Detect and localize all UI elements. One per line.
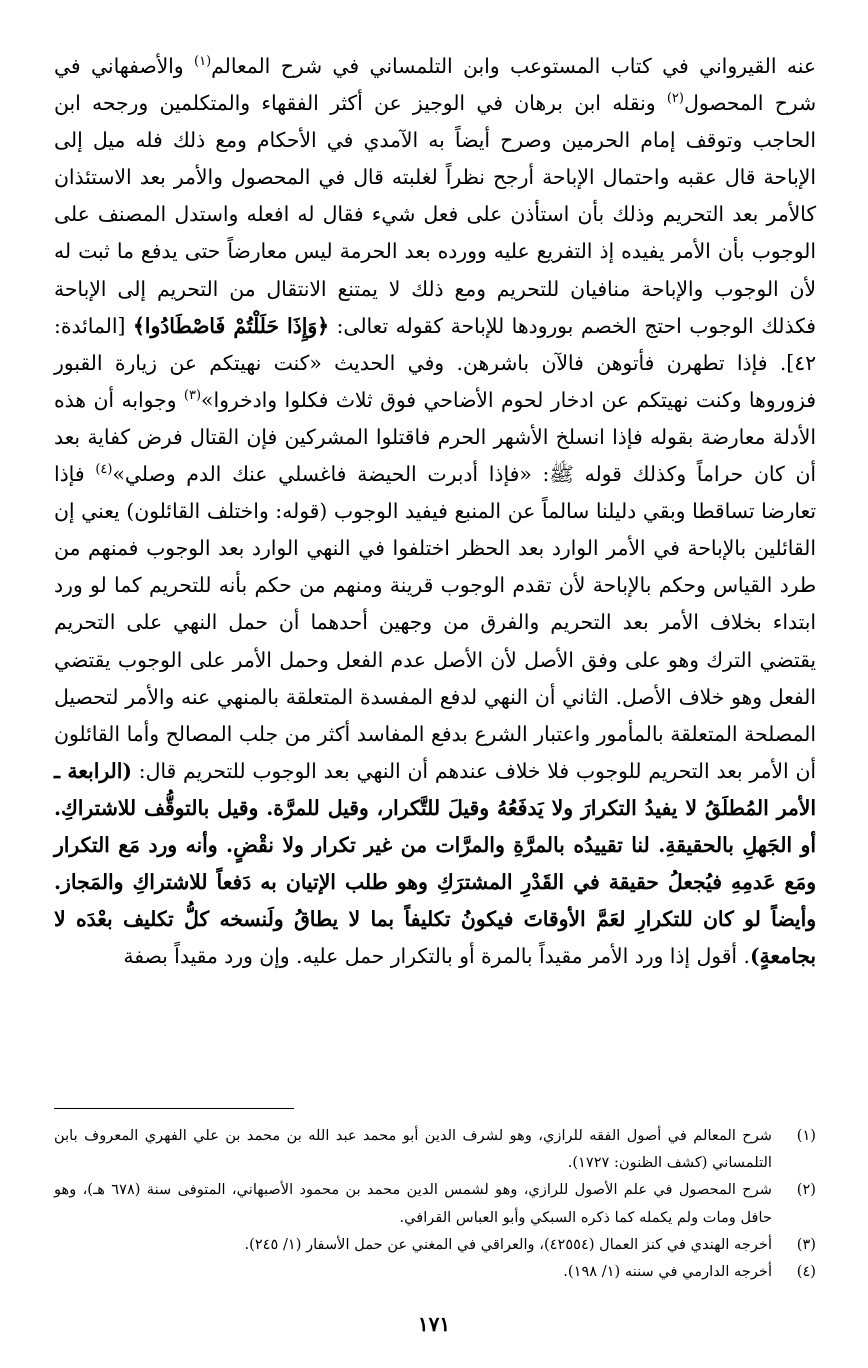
quran-verse: ﴿وَإِذَا حَلَلْتُمْ فَاصْطَادُوا﴾: [132, 313, 330, 338]
text-segment: عنه القيرواني في كتاب المستوعب وابن التلمساني في شرح المعالم: [211, 54, 817, 78]
footnote-text: أخرجه الدارمي في سننه (١/ ١٩٨).: [563, 1263, 772, 1281]
text-segment: والأصفهاني في شرح المحصول: [54, 54, 816, 116]
footnote-4: [54, 1258, 816, 1285]
footnote-ref-4[interactable]: (٤): [95, 462, 113, 478]
footnote-separator: [54, 1108, 294, 1109]
text-segment: فإذا تعارضا تساقطا وبقي دليلنا سالماً عن المنبع فيفيد الوجوب (قوله: واختلف القائلون) يعني إن القائلين بالإباحة في الأمر الوارد بعد الحظر اختلفوا في النهي الوارد بعد الوجوب فمنهم من طرد القياس وحكم بالإباحة لأن تقدم الوجوب قرينة ومنهم من حكم بأنه للتحريم كما لو ورد ابتداء بخلاف الأمر بعد التحريم والفرق من وجهين أحدهما أن حمل النهي على التحريم يقتضي الترك وهو على وفق الأصل لأن الأصل عدم الفعل وحمل الأمر على الوجوب يقتضي الفعل وهو خلاف الأصل. الثاني أن النهي لدفع المفسدة المتعلقة بالمنهي عنه والأمر لتحصيل المصلحة المتعلقة بالمأمور واعتبار الشرع بدفع المفاسد أكثر من جلب المصالح وأما القائلون أن الأمر بعد التحريم للوجوب فلا خلاف عندهم أن النهي بعد الوجوب للتحريم قال:: [54, 462, 816, 783]
text-segment: وجوابه أن هذه الأدلة معارضة بقوله فإذا انسلخ الأشهر الحرم فاقتلوا المشركين فإن القتال فرض كفاية بعد أن كان حراماً وكذلك قوله ﷺ: «فإذا أدبرت الحيضة فاغسلي عنك الدم وصلي»: [54, 387, 816, 487]
footnote-text: شرح المعالم في أصول الفقه للرازي، وهو لشرف الدين أبو محمد عبد الله بن محمد بن علي الفهري المعروف بابن التلمساني (كشف الظنون: ١٧٢٧).: [54, 1127, 772, 1172]
footnote-text: شرح المحصول في علم الأصول للرازي، وهو لشمس الدين محمد بن محمود الأصبهاني، المتوفى سنة (٦٧٨ هـ)، وهو حافل ومات ولم يكمله كما ذكره السبكي وأبو العباس القرافي.: [54, 1181, 772, 1226]
footnote-ref-1[interactable]: (١): [194, 54, 212, 70]
text-segment: . أقول إذا ورد الأمر مقيداً بالمرة أو بالتكرار حمل عليه. وإن ورد مقيداً بصفة: [123, 944, 750, 969]
main-paragraph: [54, 48, 816, 975]
footnote-3: [54, 1231, 816, 1258]
footnote-number: (٤): [796, 1263, 816, 1281]
footnote-text: أخرجه الهندي في كنز العمال (٤٢٥٥٤)، والعراقي في المغني عن حمل الأسفار (١/ ٢٤٥).: [244, 1235, 772, 1253]
footnote-ref-3[interactable]: (٣): [183, 388, 202, 404]
footnote-number: (٣): [796, 1235, 816, 1253]
footnote-2: [54, 1176, 816, 1230]
footnote-1: [54, 1122, 816, 1176]
text-segment: ونقله ابن برهان في الوجيز عن أكثر الفقهاء والمتكلمين ورجحه ابن الحاجب وتوقف إمام الحرمين وصرح أيضاً به الآمدي في الأحكام ومع ذلك فله ميل إلى الإباحة قال عقبه واحتمال الإباحة أرجح نظراً لغلبته قال في المحصول والأمر بعد الاستئذان كالأمر بعد التحريم وذلك بأن استأذن على فعل شيء فقال له افعله واستدل المصنف على الوجوب بأن الأمر يفيده إذ التفريع عليه وورده بعد الحرمة ليس معارضاً حتى يدفع ما ثبت له لأن الوجوب والإباحة منافيان للتحريم ومع ذلك لا يمتنع الانتقال من التحريم إلى الإباحة فكذلك الوجوب احتج الخصم بورودها للإباحة كقوله تعالى:: [54, 91, 817, 338]
footnote-number: (١): [796, 1127, 816, 1144]
page-number: ١٧١: [417, 1312, 451, 1336]
main-text: [54, 48, 816, 975]
footnote-ref-2[interactable]: (٢): [666, 91, 684, 107]
text-segment: [المائدة: ٤٢]. فإذا تطهرن فأتوهن فالآن باشرهن. وفي الحديث «كنت نهيتكم عن زيارة القبور فزوروها وكنت نهيتكم عن ادخار لحوم الأضاحي فوق ثلاث فكلوا وادخروا»: [54, 313, 816, 412]
matn-quote: (الرابعة ـ الأمر المُطلَقُ لا يفيدُ التكرارَ ولا يَدفَعُهُ وقيلَ للتَّكرار، وقيل للمرَّة. وقيل بالتوقُّف للاشتراكِ. أو الجَهلِ بالحقيقةِ. لنا تقييدُه بالمرَّةِ والمرَّات من غير تكرار ولا نقْضٍ. وأنه ورد مَع التكرار ومَع عَدمِهِ فيُجعلُ حقيقة في القَدْرِ المشترَكِ وهو طلب الإتيان به دَفعاً للاشتراكِ والمَجاز. وأيضاً لو كان للتكرارِ لعَمَّ الأوقاتَ فيكونُ تكليفاً بما لا يطاقُ ولَنسخه كلُّ تكليف بعْدَه لا بجامعةٍ): [54, 758, 816, 969]
footnotes: [54, 1122, 816, 1285]
footnote-number: (٢): [796, 1181, 816, 1199]
